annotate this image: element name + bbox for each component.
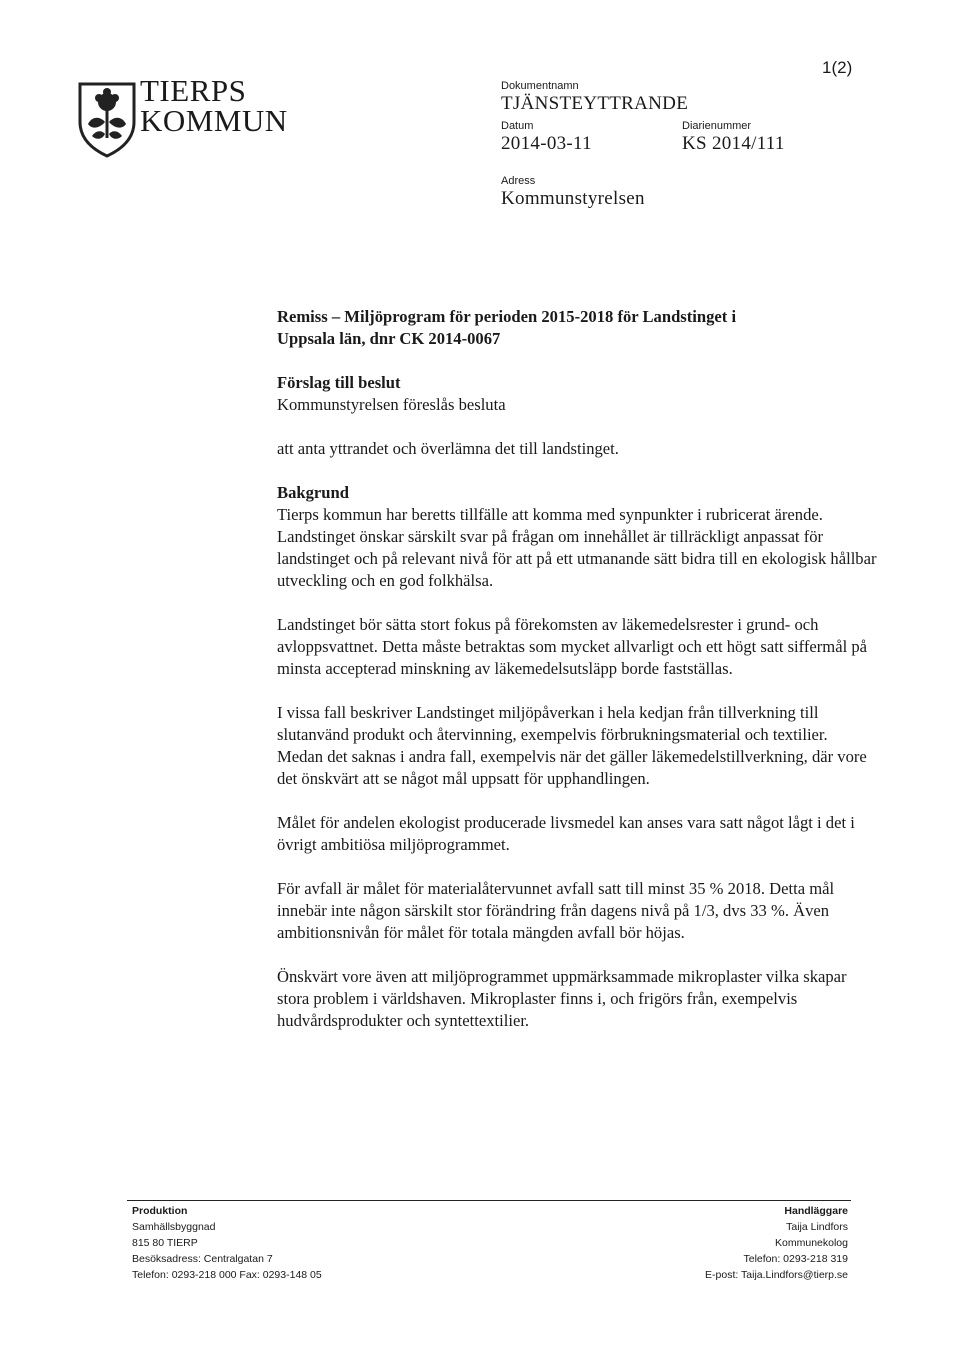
- tierp-coat-of-arms-icon: [76, 78, 138, 158]
- footer-handler-title: Kommunekolog: [775, 1236, 848, 1249]
- diary-number: KS 2014/111: [682, 133, 785, 154]
- paragraph-5: För avfall är målet för materialåtervunnet avfall satt till minst 35 % 2018. Detta mål innebär inte någon särskilt stor förändring från dagens nivå på 1/3, dvs 33 %. Även ambitionsnivån för målet för totala mängden avfall bör höjas.: [277, 879, 835, 942]
- proposal-heading: Förslag till beslut: [277, 373, 401, 392]
- footer-postal-address: 815 80 TIERP: [132, 1236, 198, 1249]
- footer-divider: [127, 1200, 851, 1201]
- logo-name: TIERPS: [140, 73, 247, 108]
- footer-visiting-address: Besöksadress: Centralgatan 7: [132, 1252, 273, 1265]
- doc-name: TJÄNSTEYTTRANDE: [501, 93, 689, 114]
- background-heading: Bakgrund: [277, 483, 349, 502]
- footer-unit-label: Produktion: [132, 1205, 188, 1217]
- paragraph-4: Målet för andelen ekologist producerade livsmedel kan anses vara satt något lågt i det i övrigt ambitiösa miljöprogrammet.: [277, 813, 855, 854]
- diary-label: Diarienummer: [682, 120, 752, 132]
- footer-phone-fax: Telefon: 0293-218 000 Fax: 0293-148 05: [132, 1268, 322, 1281]
- paragraph-3: I vissa fall beskriver Landstinget miljöpåverkan i hela kedjan från tillverkning till slutanvänd produkt och återvinning, exempelvis förbrukningsmaterial och textilier. Medan det saknas i andra fall, exempelvis när det gäller läkemedelstillverkning, där vore det önskvärt att se något mål uppsatt för upphandlingen.: [277, 703, 867, 788]
- document-body: [277, 306, 877, 1032]
- logo-sub: KOMMUN: [140, 103, 288, 138]
- date-label: Datum: [501, 120, 534, 132]
- paragraph-2: Landstinget bör sätta stort fokus på förekomsten av läkemedelsrester i grund- och avloppsvattnet. Detta måste betraktas som mycket allvarligt och ett högt satt siffermål på minsta accepterad minskning av läkemedelsutsläpp borde fastställas.: [277, 615, 867, 678]
- footer-right: [620, 1204, 848, 1284]
- footer-left: [132, 1204, 322, 1284]
- paragraph-1: Tierps kommun har beretts tillfälle att komma med synpunkter i rubricerat ärende. Landstinget önskar särskilt svar på frågan om innehållet är tillräckligt anpassat för landstinget och på relevant nivå för att på ett utmanande sätt bidra till en ekologisk hållbar utveckling och en god folkhälsa.: [277, 505, 877, 590]
- footer-department: Samhällsbyggnad: [132, 1220, 216, 1233]
- proposal-text: Kommunstyrelsen föreslås besluta: [277, 395, 506, 414]
- document-title-line-2: Uppsala län, dnr CK 2014-0067: [277, 329, 501, 348]
- footer-handler-name: Taija Lindfors: [786, 1220, 848, 1233]
- address-label: Adress: [501, 175, 536, 187]
- footer-handler-phone: Telefon: 0293-218 319: [743, 1252, 848, 1265]
- paragraph-6: Önskvärt vore även att miljöprogrammet uppmärksammade mikroplaster vilka skapar stora problem i världshaven. Mikroplaster finns i, och frigörs från, exempelvis hudvårdsprodukter och syntettextilier.: [277, 967, 847, 1030]
- document-title-line-1: Remiss – Miljöprogram för perioden 2015-2018 för Landstinget i: [277, 307, 737, 326]
- footer-handler-label: Handläggare: [784, 1205, 848, 1217]
- footer-handler-email: E-post: Taija.Lindfors@tierp.se: [705, 1268, 848, 1281]
- date-value: 2014-03-11: [501, 133, 592, 154]
- logo-wordmark: [140, 73, 288, 138]
- page-number: 1(2): [822, 58, 853, 77]
- address-value: Kommunstyrelsen: [501, 188, 645, 209]
- doc-name-label: Dokumentnamn: [501, 80, 579, 92]
- proposal-decision: att anta yttrandet och överlämna det till landstinget.: [277, 439, 619, 458]
